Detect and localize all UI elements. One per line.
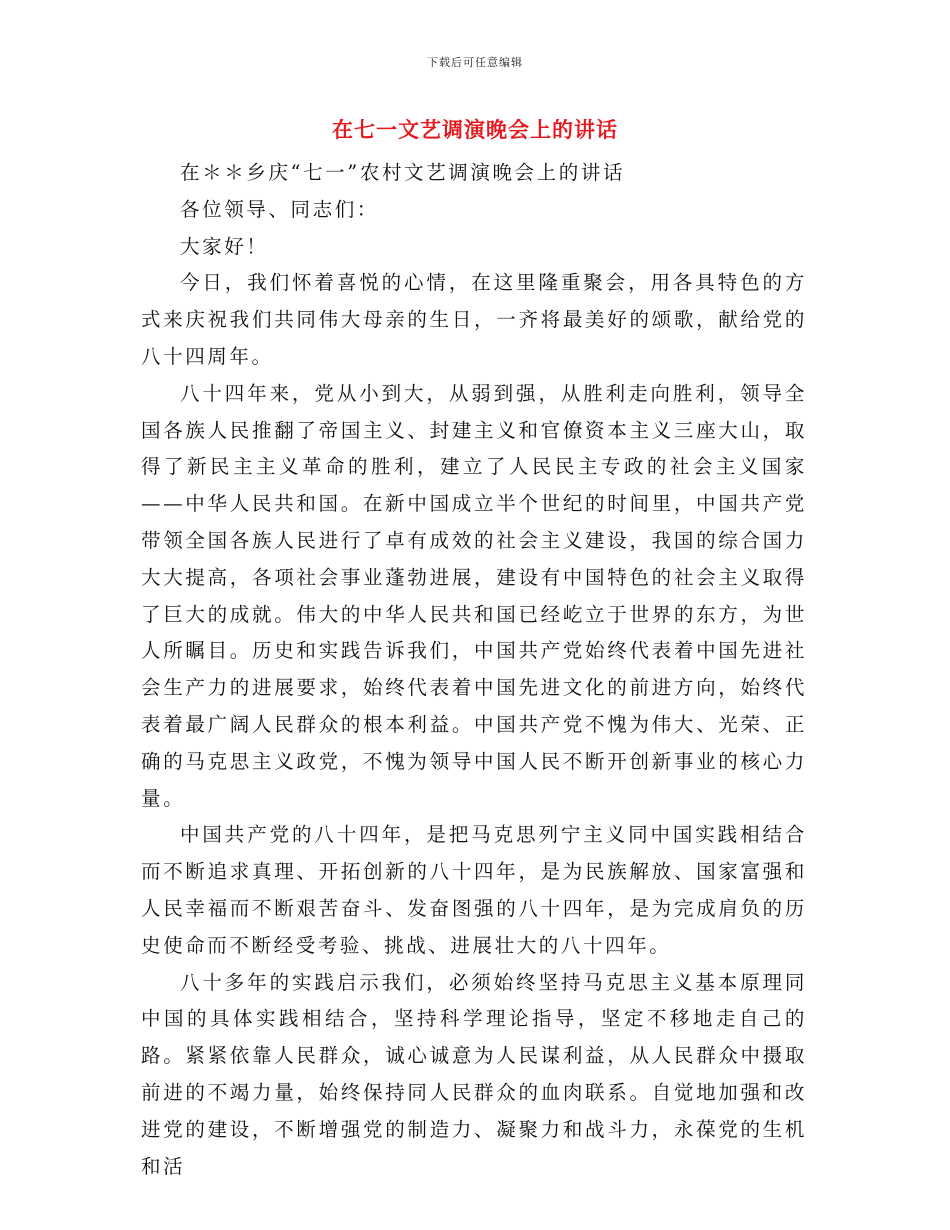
- greeting-paragraph: 大家好！: [180, 234, 269, 258]
- document-title: 在七一文艺调演晚会上的讲话: [332, 118, 618, 142]
- speech-heading-paragraph: 在＊＊乡庆“七一”农村文艺调演晚会上的讲话: [180, 161, 626, 184]
- document-body: [141, 155, 807, 1185]
- salutation-paragraph: 各位领导、同志们：: [180, 197, 379, 221]
- header-note: 下载后可任意编辑: [427, 56, 523, 69]
- body-paragraph: 八十四年来，党从小到大，从弱到强，从胜利走向胜利，领导全国各族人民推翻了帝国主义、封建主义和官僚资本主义三座大山，取得了新民主主义革命的胜利，建立了人民民主专政的社会主义国家——中华人民共和国。在新中国成立半个世纪的时间里，中国共产党带领全国各族人民进行了卓有成效的社会主义建设，我国的综合国力大大提高，各项社会事业蓬勃进展，建设有中国特色的社会主义取得了巨大的成就。伟大的中华人民共和国已经屹立于世界的东方，为世人所瞩目。历史和实践告诉我们，中国共产党始终代表着中国先进社会生产力的进展要求，始终代表着中国先进文化的前进方向，始终代表着最广阔人民群众的根本利益。中国共产党不愧为伟大、光荣、正确的马克思主义政党，不愧为领导中国人民不断开创新事业的核心力量。: [141, 381, 807, 810]
- body-paragraph: 八十多年的实践启示我们，必须始终坚持马克思主义基本原理同中国的具体实践相结合，坚持科学理论指导，坚定不移地走自己的路。紧紧依靠人民群众，诚心诚意为人民谋利益，从人民群众中摄取前进的不竭力量，始终保持同人民群众的血肉联系。自觉地加强和改进党的建设，不断增强党的制造力、凝聚力和战斗力，永葆党的生机和活: [141, 970, 807, 1178]
- body-paragraph: 今日，我们怀着喜悦的心情，在这里隆重聚会，用各具特色的方式来庆祝我们共同伟大母亲的生日，一齐将最美好的颂歌，献给党的八十四周年。: [141, 271, 807, 368]
- body-paragraph: 中国共产党的八十四年，是把马克思列宁主义同中国实践相结合而不断追求真理、开拓创新的八十四年，是为民族解放、国家富强和人民幸福而不断艰苦奋斗、发奋图强的八十四年，是为完成肩负的历史使命而不断经受考验、挑战、进展壮大的八十四年。: [141, 823, 807, 957]
